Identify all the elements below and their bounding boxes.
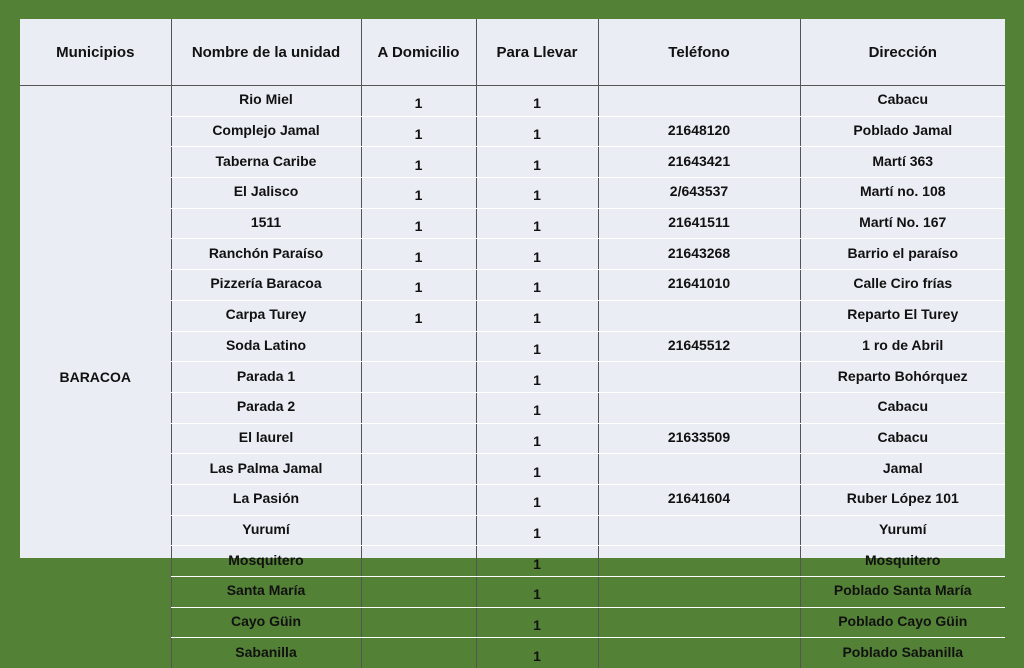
domicilio-cell: 1 <box>361 208 476 239</box>
table-row <box>20 86 1005 117</box>
domicilio-cell: 1 <box>361 239 476 270</box>
unit-name-cell: Sabanilla <box>171 638 361 668</box>
direccion-cell: Poblado Jamal <box>800 116 1005 147</box>
unit-name-cell: Ranchón Paraíso <box>171 239 361 270</box>
header-nombre: Nombre de la unidad <box>171 19 361 86</box>
domicilio-cell <box>361 638 476 668</box>
unit-name-cell: Yurumí <box>171 515 361 546</box>
unit-name-cell: Carpa Turey <box>171 300 361 331</box>
municipio-cell: BARACOA <box>20 86 171 668</box>
unit-name-cell: Soda Latino <box>171 331 361 362</box>
direccion-cell: Ruber López 101 <box>800 484 1005 515</box>
llevar-cell: 1 <box>476 270 598 301</box>
direccion-cell: Mosquitero <box>800 546 1005 577</box>
direccion-cell: Calle Ciro frías <box>800 270 1005 301</box>
direccion-cell: Cabacu <box>800 392 1005 423</box>
unit-name-cell: Parada 1 <box>171 362 361 393</box>
telefono-cell <box>598 454 800 485</box>
direccion-cell: Cabacu <box>800 423 1005 454</box>
telefono-cell <box>598 577 800 608</box>
llevar-cell: 1 <box>476 577 598 608</box>
domicilio-cell <box>361 423 476 454</box>
direccion-cell: Martí No. 167 <box>800 208 1005 239</box>
domicilio-cell <box>361 546 476 577</box>
domicilio-cell <box>361 484 476 515</box>
telefono-cell <box>598 546 800 577</box>
telefono-cell: 21645512 <box>598 331 800 362</box>
llevar-cell: 1 <box>476 208 598 239</box>
unit-name-cell: Rio Miel <box>171 86 361 117</box>
header-row <box>20 19 1005 86</box>
unit-name-cell: 1511 <box>171 208 361 239</box>
unit-name-cell: La Pasión <box>171 484 361 515</box>
llevar-cell: 1 <box>476 546 598 577</box>
domicilio-cell: 1 <box>361 116 476 147</box>
domicilio-cell <box>361 392 476 423</box>
direccion-cell: Poblado Santa María <box>800 577 1005 608</box>
unit-name-cell: Pizzería Baracoa <box>171 270 361 301</box>
domicilio-cell: 1 <box>361 147 476 178</box>
direccion-cell: Martí no. 108 <box>800 178 1005 209</box>
domicilio-cell <box>361 607 476 638</box>
direccion-cell: Yurumí <box>800 515 1005 546</box>
unit-name-cell: Santa María <box>171 577 361 608</box>
header-domicilio: A Domicilio <box>361 19 476 86</box>
domicilio-cell: 1 <box>361 270 476 301</box>
telefono-cell: 21648120 <box>598 116 800 147</box>
telefono-cell <box>598 362 800 393</box>
domicilio-cell <box>361 515 476 546</box>
direccion-cell: Reparto Bohórquez <box>800 362 1005 393</box>
llevar-cell: 1 <box>476 515 598 546</box>
telefono-cell: 21643421 <box>598 147 800 178</box>
llevar-cell: 1 <box>476 331 598 362</box>
unit-name-cell: Parada 2 <box>171 392 361 423</box>
direccion-cell: Jamal <box>800 454 1005 485</box>
header-municipios: Municipios <box>20 19 171 86</box>
unit-name-cell: Complejo Jamal <box>171 116 361 147</box>
direccion-cell: Martí 363 <box>800 147 1005 178</box>
unit-name-cell: Las Palma Jamal <box>171 454 361 485</box>
telefono-cell <box>598 300 800 331</box>
llevar-cell: 1 <box>476 300 598 331</box>
direccion-cell: Reparto El Turey <box>800 300 1005 331</box>
llevar-cell: 1 <box>476 607 598 638</box>
telefono-cell: 21641511 <box>598 208 800 239</box>
domicilio-cell <box>361 331 476 362</box>
unit-name-cell: El Jalisco <box>171 178 361 209</box>
llevar-cell: 1 <box>476 392 598 423</box>
direccion-cell: Cabacu <box>800 86 1005 117</box>
table-frame <box>20 19 1005 558</box>
domicilio-cell: 1 <box>361 178 476 209</box>
telefono-cell: 21641604 <box>598 484 800 515</box>
llevar-cell: 1 <box>476 423 598 454</box>
telefono-cell: 2/643537 <box>598 178 800 209</box>
llevar-cell: 1 <box>476 239 598 270</box>
llevar-cell: 1 <box>476 116 598 147</box>
telefono-cell: 21641010 <box>598 270 800 301</box>
telefono-cell <box>598 392 800 423</box>
llevar-cell: 1 <box>476 484 598 515</box>
telefono-cell <box>598 638 800 668</box>
llevar-cell: 1 <box>476 362 598 393</box>
telefono-cell <box>598 607 800 638</box>
header-direccion: Dirección <box>800 19 1005 86</box>
header-telefono: Teléfono <box>598 19 800 86</box>
header-llevar: Para Llevar <box>476 19 598 86</box>
telefono-cell <box>598 86 800 117</box>
llevar-cell: 1 <box>476 178 598 209</box>
telefono-cell: 21633509 <box>598 423 800 454</box>
units-table <box>20 19 1005 668</box>
domicilio-cell <box>361 362 476 393</box>
unit-name-cell: Mosquitero <box>171 546 361 577</box>
unit-name-cell: Cayo Güin <box>171 607 361 638</box>
unit-name-cell: Taberna Caribe <box>171 147 361 178</box>
direccion-cell: Poblado Sabanilla <box>800 638 1005 668</box>
llevar-cell: 1 <box>476 638 598 668</box>
telefono-cell: 21643268 <box>598 239 800 270</box>
llevar-cell: 1 <box>476 147 598 178</box>
llevar-cell: 1 <box>476 454 598 485</box>
llevar-cell: 1 <box>476 86 598 117</box>
domicilio-cell <box>361 577 476 608</box>
domicilio-cell <box>361 454 476 485</box>
unit-name-cell: El laurel <box>171 423 361 454</box>
direccion-cell: Poblado Cayo Güin <box>800 607 1005 638</box>
direccion-cell: 1 ro de Abril <box>800 331 1005 362</box>
domicilio-cell: 1 <box>361 300 476 331</box>
direccion-cell: Barrio el paraíso <box>800 239 1005 270</box>
telefono-cell <box>598 515 800 546</box>
domicilio-cell: 1 <box>361 86 476 117</box>
